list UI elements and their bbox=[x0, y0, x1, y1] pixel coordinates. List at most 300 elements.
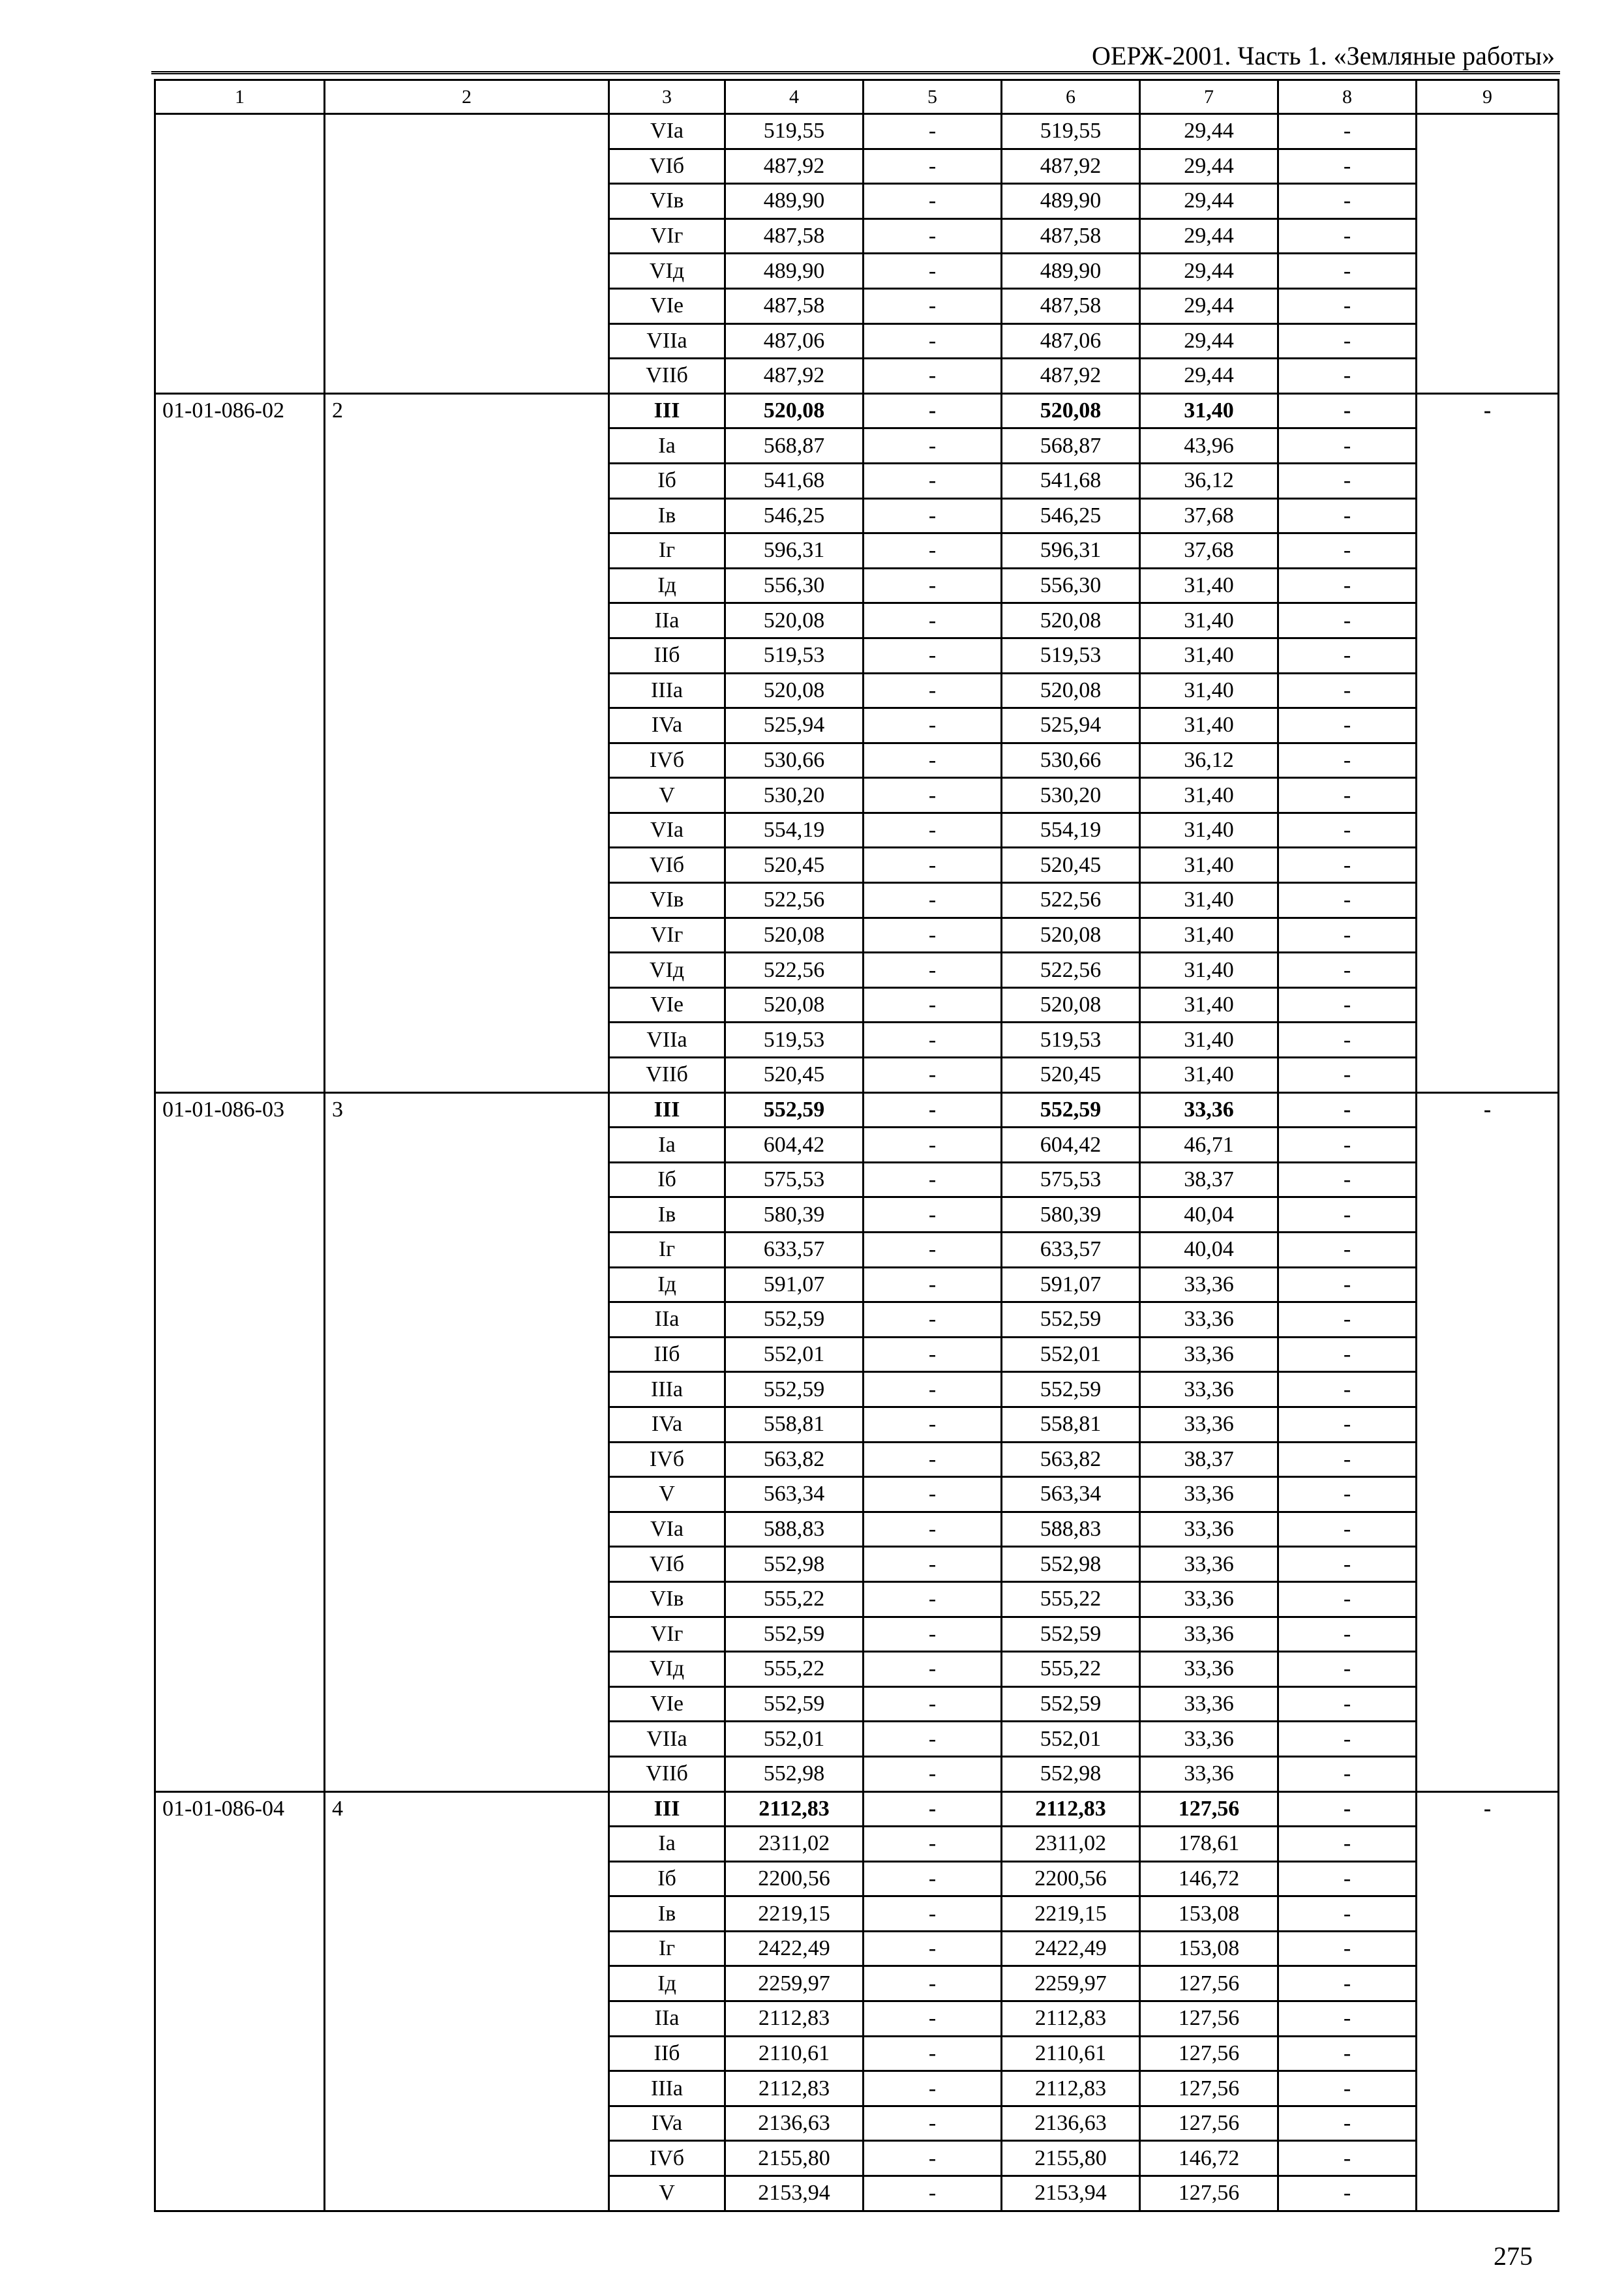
machine-cost-cell: 2112,83 bbox=[1002, 2001, 1140, 2037]
materials-cell: - bbox=[1278, 638, 1417, 673]
machine-cost-cell: 552,59 bbox=[1002, 1302, 1140, 1338]
wages-cell: - bbox=[864, 1652, 1002, 1687]
page-header bbox=[151, 39, 1560, 74]
total-cost-cell: 555,22 bbox=[725, 1581, 864, 1617]
total-cost-cell: 2136,63 bbox=[725, 2106, 864, 2141]
total-cost-cell: 596,31 bbox=[725, 533, 864, 569]
total-cost-cell: 552,59 bbox=[725, 1302, 864, 1338]
total-cost-cell: 552,01 bbox=[725, 1337, 864, 1372]
soil-group-cell: IIб bbox=[609, 2036, 725, 2071]
soil-group-cell: IIб bbox=[609, 1337, 725, 1372]
machine-cost-cell: 558,81 bbox=[1002, 1407, 1140, 1442]
total-cost-cell: 2219,15 bbox=[725, 1896, 864, 1932]
machine-cost-cell: 520,45 bbox=[1002, 1058, 1140, 1093]
machine-cost-cell: 2110,61 bbox=[1002, 2036, 1140, 2071]
soil-group-cell: IVб bbox=[609, 1442, 725, 1477]
total-cost-cell: 520,08 bbox=[725, 987, 864, 1023]
machine-cost-cell: 555,22 bbox=[1002, 1652, 1140, 1687]
operator-wages-cell: 31,40 bbox=[1140, 708, 1278, 743]
rate-name-cell bbox=[325, 114, 609, 394]
materials-cell: - bbox=[1278, 1058, 1417, 1093]
soil-group-cell: IIa bbox=[609, 1302, 725, 1338]
total-cost-cell: 487,92 bbox=[725, 359, 864, 394]
machine-cost-cell: 487,58 bbox=[1002, 218, 1140, 254]
materials-cell: - bbox=[1278, 568, 1417, 603]
soil-group-cell: VIд bbox=[609, 953, 725, 988]
soil-group-cell: IIa bbox=[609, 2001, 725, 2037]
total-cost-cell: 633,57 bbox=[725, 1233, 864, 1268]
machine-cost-cell: 2155,80 bbox=[1002, 2141, 1140, 2176]
operator-wages-cell: 36,12 bbox=[1140, 463, 1278, 498]
operator-wages-cell: 31,40 bbox=[1140, 918, 1278, 953]
wages-cell: - bbox=[864, 1896, 1002, 1932]
total-cost-cell: 489,90 bbox=[725, 184, 864, 219]
soil-group-cell: Iв bbox=[609, 1896, 725, 1932]
materials-cell: - bbox=[1278, 708, 1417, 743]
total-cost-cell: 520,45 bbox=[725, 1058, 864, 1093]
materials-cell: - bbox=[1278, 1827, 1417, 1862]
total-cost-cell: 519,53 bbox=[725, 638, 864, 673]
operator-wages-cell: 36,12 bbox=[1140, 743, 1278, 778]
total-cost-cell: 541,68 bbox=[725, 463, 864, 498]
total-cost-cell: 520,45 bbox=[725, 848, 864, 883]
total-cost-cell: 487,92 bbox=[725, 149, 864, 184]
materials-cell: - bbox=[1278, 1896, 1417, 1932]
column-9-cell: - bbox=[1417, 1092, 1559, 1791]
machine-cost-cell: 2311,02 bbox=[1002, 1827, 1140, 1862]
operator-wages-cell: 33,36 bbox=[1140, 1372, 1278, 1407]
materials-cell: - bbox=[1278, 1442, 1417, 1477]
wages-cell: - bbox=[864, 918, 1002, 953]
materials-cell: - bbox=[1278, 1791, 1417, 1827]
wages-cell: - bbox=[864, 1756, 1002, 1791]
operator-wages-cell: 146,72 bbox=[1140, 1861, 1278, 1896]
materials-cell: - bbox=[1278, 1233, 1417, 1268]
machine-cost-cell: 525,94 bbox=[1002, 708, 1140, 743]
total-cost-cell: 2311,02 bbox=[725, 1827, 864, 1862]
column-number-cell: 4 bbox=[725, 80, 864, 114]
materials-cell: - bbox=[1278, 2106, 1417, 2141]
materials-cell: - bbox=[1278, 1267, 1417, 1302]
machine-cost-cell: 520,08 bbox=[1002, 918, 1140, 953]
operator-wages-cell: 29,44 bbox=[1140, 218, 1278, 254]
soil-group-cell: Ia bbox=[609, 1827, 725, 1862]
wages-cell: - bbox=[864, 1058, 1002, 1093]
rate-name-cell: 3 bbox=[325, 1092, 609, 1791]
total-cost-cell: 546,25 bbox=[725, 498, 864, 533]
wages-cell: - bbox=[864, 603, 1002, 638]
machine-cost-cell: 552,59 bbox=[1002, 1617, 1140, 1652]
materials-cell: - bbox=[1278, 533, 1417, 569]
materials-cell: - bbox=[1278, 953, 1417, 988]
total-cost-cell: 575,53 bbox=[725, 1162, 864, 1197]
wages-cell: - bbox=[864, 987, 1002, 1023]
operator-wages-cell: 33,36 bbox=[1140, 1756, 1278, 1791]
soil-group-cell: VIд bbox=[609, 1652, 725, 1687]
materials-cell: - bbox=[1278, 743, 1417, 778]
materials-cell: - bbox=[1278, 254, 1417, 289]
total-cost-cell: 520,08 bbox=[725, 673, 864, 708]
materials-cell: - bbox=[1278, 2141, 1417, 2176]
operator-wages-cell: 29,44 bbox=[1140, 288, 1278, 323]
machine-cost-cell: 580,39 bbox=[1002, 1197, 1140, 1233]
wages-cell: - bbox=[864, 673, 1002, 708]
soil-group-cell: VIе bbox=[609, 288, 725, 323]
machine-cost-cell: 519,53 bbox=[1002, 1023, 1140, 1058]
operator-wages-cell: 29,44 bbox=[1140, 359, 1278, 394]
operator-wages-cell: 127,56 bbox=[1140, 1966, 1278, 2001]
materials-cell: - bbox=[1278, 1023, 1417, 1058]
column-number-cell: 8 bbox=[1278, 80, 1417, 114]
operator-wages-cell: 31,40 bbox=[1140, 1023, 1278, 1058]
soil-group-cell: VIIa bbox=[609, 323, 725, 359]
machine-cost-cell: 2219,15 bbox=[1002, 1896, 1140, 1932]
machine-cost-cell: 519,55 bbox=[1002, 114, 1140, 149]
machine-cost-cell: 487,06 bbox=[1002, 323, 1140, 359]
total-cost-cell: 530,66 bbox=[725, 743, 864, 778]
wages-cell: - bbox=[864, 568, 1002, 603]
wages-cell: - bbox=[864, 1302, 1002, 1338]
rate-code-cell: 01-01-086-04 bbox=[155, 1791, 325, 2211]
table-row bbox=[155, 1092, 1559, 1128]
wages-cell: - bbox=[864, 708, 1002, 743]
wages-cell: - bbox=[864, 254, 1002, 289]
soil-group-cell: IVб bbox=[609, 2141, 725, 2176]
operator-wages-cell: 33,36 bbox=[1140, 1477, 1278, 1512]
materials-cell: - bbox=[1278, 673, 1417, 708]
total-cost-cell: 588,83 bbox=[725, 1512, 864, 1547]
soil-group-cell: Ia bbox=[609, 1128, 725, 1163]
soil-group-cell: IIIa bbox=[609, 1372, 725, 1407]
wages-cell: - bbox=[864, 1791, 1002, 1827]
total-cost-cell: 2112,83 bbox=[725, 2071, 864, 2106]
materials-cell: - bbox=[1278, 1337, 1417, 1372]
materials-cell: - bbox=[1278, 1092, 1417, 1128]
materials-cell: - bbox=[1278, 848, 1417, 883]
soil-group-cell: VIIб bbox=[609, 1756, 725, 1791]
soil-group-cell: VIIa bbox=[609, 1722, 725, 1757]
soil-group-cell: IVa bbox=[609, 708, 725, 743]
total-cost-cell: 489,90 bbox=[725, 254, 864, 289]
total-cost-cell: 2153,94 bbox=[725, 2176, 864, 2211]
machine-cost-cell: 530,20 bbox=[1002, 778, 1140, 813]
column-9-cell bbox=[1417, 114, 1559, 394]
operator-wages-cell: 127,56 bbox=[1140, 2001, 1278, 2037]
wages-cell: - bbox=[864, 1686, 1002, 1722]
wages-cell: - bbox=[864, 184, 1002, 219]
table-row bbox=[155, 114, 1559, 149]
total-cost-cell: 2259,97 bbox=[725, 1966, 864, 2001]
materials-cell: - bbox=[1278, 114, 1417, 149]
materials-cell: - bbox=[1278, 498, 1417, 533]
soil-group-cell: VIе bbox=[609, 987, 725, 1023]
wages-cell: - bbox=[864, 1931, 1002, 1966]
machine-cost-cell: 2153,94 bbox=[1002, 2176, 1140, 2211]
materials-cell: - bbox=[1278, 1197, 1417, 1233]
materials-cell: - bbox=[1278, 813, 1417, 848]
machine-cost-cell: 552,59 bbox=[1002, 1092, 1140, 1128]
operator-wages-cell: 33,36 bbox=[1140, 1092, 1278, 1128]
operator-wages-cell: 29,44 bbox=[1140, 114, 1278, 149]
machine-cost-cell: 487,92 bbox=[1002, 359, 1140, 394]
machine-cost-cell: 552,98 bbox=[1002, 1547, 1140, 1582]
wages-cell: - bbox=[864, 1827, 1002, 1862]
operator-wages-cell: 31,40 bbox=[1140, 603, 1278, 638]
operator-wages-cell: 38,37 bbox=[1140, 1162, 1278, 1197]
total-cost-cell: 604,42 bbox=[725, 1128, 864, 1163]
operator-wages-cell: 31,40 bbox=[1140, 393, 1278, 428]
operator-wages-cell: 33,36 bbox=[1140, 1581, 1278, 1617]
machine-cost-cell: 520,08 bbox=[1002, 673, 1140, 708]
wages-cell: - bbox=[864, 1092, 1002, 1128]
soil-group-cell: IIa bbox=[609, 603, 725, 638]
wages-cell: - bbox=[864, 2071, 1002, 2106]
soil-group-cell: Iб bbox=[609, 463, 725, 498]
machine-cost-cell: 552,59 bbox=[1002, 1372, 1140, 1407]
wages-cell: - bbox=[864, 2141, 1002, 2176]
wages-cell: - bbox=[864, 1617, 1002, 1652]
materials-cell: - bbox=[1278, 393, 1417, 428]
materials-cell: - bbox=[1278, 2001, 1417, 2037]
materials-cell: - bbox=[1278, 218, 1417, 254]
materials-cell: - bbox=[1278, 603, 1417, 638]
soil-group-cell: VIе bbox=[609, 1686, 725, 1722]
column-number-cell: 6 bbox=[1002, 80, 1140, 114]
machine-cost-cell: 2136,63 bbox=[1002, 2106, 1140, 2141]
machine-cost-cell: 487,58 bbox=[1002, 288, 1140, 323]
table-row bbox=[155, 1791, 1559, 1827]
operator-wages-cell: 33,36 bbox=[1140, 1302, 1278, 1338]
materials-cell: - bbox=[1278, 1477, 1417, 1512]
operator-wages-cell: 33,36 bbox=[1140, 1267, 1278, 1302]
wages-cell: - bbox=[864, 323, 1002, 359]
total-cost-cell: 519,55 bbox=[725, 114, 864, 149]
materials-cell: - bbox=[1278, 1756, 1417, 1791]
operator-wages-cell: 33,36 bbox=[1140, 1617, 1278, 1652]
machine-cost-cell: 541,68 bbox=[1002, 463, 1140, 498]
machine-cost-cell: 489,90 bbox=[1002, 184, 1140, 219]
column-number-cell: 1 bbox=[155, 80, 325, 114]
operator-wages-cell: 33,36 bbox=[1140, 1547, 1278, 1582]
operator-wages-cell: 29,44 bbox=[1140, 149, 1278, 184]
soil-group-cell: V bbox=[609, 1477, 725, 1512]
materials-cell: - bbox=[1278, 1861, 1417, 1896]
materials-cell: - bbox=[1278, 1407, 1417, 1442]
column-number-cell: 2 bbox=[325, 80, 609, 114]
total-cost-cell: 552,59 bbox=[725, 1092, 864, 1128]
total-cost-cell: 552,59 bbox=[725, 1617, 864, 1652]
wages-cell: - bbox=[864, 2036, 1002, 2071]
total-cost-cell: 520,08 bbox=[725, 603, 864, 638]
soil-group-cell: Iб bbox=[609, 1861, 725, 1896]
machine-cost-cell: 520,08 bbox=[1002, 987, 1140, 1023]
operator-wages-cell: 31,40 bbox=[1140, 813, 1278, 848]
machine-cost-cell: 596,31 bbox=[1002, 533, 1140, 569]
operator-wages-cell: 33,36 bbox=[1140, 1407, 1278, 1442]
materials-cell: - bbox=[1278, 1931, 1417, 1966]
wages-cell: - bbox=[864, 463, 1002, 498]
soil-group-cell: Iд bbox=[609, 1966, 725, 2001]
wages-cell: - bbox=[864, 743, 1002, 778]
price-table bbox=[154, 79, 1559, 2212]
wages-cell: - bbox=[864, 1023, 1002, 1058]
machine-cost-cell: 2112,83 bbox=[1002, 1791, 1140, 1827]
wages-cell: - bbox=[864, 1162, 1002, 1197]
soil-group-cell: V bbox=[609, 2176, 725, 2211]
machine-cost-cell: 604,42 bbox=[1002, 1128, 1140, 1163]
column-9-cell: - bbox=[1417, 1791, 1559, 2211]
table-row bbox=[155, 393, 1559, 428]
wages-cell: - bbox=[864, 1197, 1002, 1233]
total-cost-cell: 563,34 bbox=[725, 1477, 864, 1512]
soil-group-cell: VIб bbox=[609, 1547, 725, 1582]
soil-group-cell: Iг bbox=[609, 1931, 725, 1966]
materials-cell: - bbox=[1278, 883, 1417, 918]
total-cost-cell: 520,08 bbox=[725, 918, 864, 953]
wages-cell: - bbox=[864, 1372, 1002, 1407]
wages-cell: - bbox=[864, 1547, 1002, 1582]
soil-group-cell: Iд bbox=[609, 1267, 725, 1302]
materials-cell: - bbox=[1278, 1966, 1417, 2001]
soil-group-cell: IIб bbox=[609, 638, 725, 673]
operator-wages-cell: 127,56 bbox=[1140, 2176, 1278, 2211]
soil-group-cell: VIг bbox=[609, 1617, 725, 1652]
operator-wages-cell: 153,08 bbox=[1140, 1931, 1278, 1966]
wages-cell: - bbox=[864, 953, 1002, 988]
wages-cell: - bbox=[864, 1128, 1002, 1163]
operator-wages-cell: 127,56 bbox=[1140, 1791, 1278, 1827]
materials-cell: - bbox=[1278, 1372, 1417, 1407]
operator-wages-cell: 31,40 bbox=[1140, 953, 1278, 988]
wages-cell: - bbox=[864, 218, 1002, 254]
wages-cell: - bbox=[864, 1233, 1002, 1268]
machine-cost-cell: 556,30 bbox=[1002, 568, 1140, 603]
wages-cell: - bbox=[864, 498, 1002, 533]
machine-cost-cell: 554,19 bbox=[1002, 813, 1140, 848]
wages-cell: - bbox=[864, 1861, 1002, 1896]
wages-cell: - bbox=[864, 1267, 1002, 1302]
machine-cost-cell: 520,08 bbox=[1002, 603, 1140, 638]
materials-cell: - bbox=[1278, 918, 1417, 953]
soil-group-cell: VIa bbox=[609, 813, 725, 848]
materials-cell: - bbox=[1278, 778, 1417, 813]
wages-cell: - bbox=[864, 1722, 1002, 1757]
materials-cell: - bbox=[1278, 288, 1417, 323]
soil-group-cell: VIд bbox=[609, 254, 725, 289]
wages-cell: - bbox=[864, 288, 1002, 323]
wages-cell: - bbox=[864, 2176, 1002, 2211]
soil-group-cell: IVa bbox=[609, 1407, 725, 1442]
column-number-row bbox=[155, 80, 1559, 114]
column-9-cell: - bbox=[1417, 393, 1559, 1092]
operator-wages-cell: 31,40 bbox=[1140, 848, 1278, 883]
total-cost-cell: 556,30 bbox=[725, 568, 864, 603]
materials-cell: - bbox=[1278, 1617, 1417, 1652]
machine-cost-cell: 552,98 bbox=[1002, 1756, 1140, 1791]
wages-cell: - bbox=[864, 1442, 1002, 1477]
materials-cell: - bbox=[1278, 1128, 1417, 1163]
machine-cost-cell: 568,87 bbox=[1002, 428, 1140, 464]
table-body bbox=[155, 80, 1559, 2211]
total-cost-cell: 2110,61 bbox=[725, 2036, 864, 2071]
machine-cost-cell: 546,25 bbox=[1002, 498, 1140, 533]
materials-cell: - bbox=[1278, 2176, 1417, 2211]
wages-cell: - bbox=[864, 778, 1002, 813]
machine-cost-cell: 519,53 bbox=[1002, 638, 1140, 673]
wages-cell: - bbox=[864, 883, 1002, 918]
operator-wages-cell: 29,44 bbox=[1140, 254, 1278, 289]
machine-cost-cell: 520,45 bbox=[1002, 848, 1140, 883]
wages-cell: - bbox=[864, 1966, 1002, 2001]
materials-cell: - bbox=[1278, 1686, 1417, 1722]
operator-wages-cell: 40,04 bbox=[1140, 1233, 1278, 1268]
operator-wages-cell: 33,36 bbox=[1140, 1652, 1278, 1687]
soil-group-cell: VIв bbox=[609, 184, 725, 219]
materials-cell: - bbox=[1278, 1162, 1417, 1197]
header-title: ОЕРЖ-2001. Часть 1. «Земляные работы» bbox=[1092, 41, 1555, 70]
wages-cell: - bbox=[864, 533, 1002, 569]
operator-wages-cell: 46,71 bbox=[1140, 1128, 1278, 1163]
machine-cost-cell: 2259,97 bbox=[1002, 1966, 1140, 2001]
total-cost-cell: 525,94 bbox=[725, 708, 864, 743]
total-cost-cell: 2112,83 bbox=[725, 1791, 864, 1827]
operator-wages-cell: 127,56 bbox=[1140, 2071, 1278, 2106]
operator-wages-cell: 40,04 bbox=[1140, 1197, 1278, 1233]
soil-group-cell: V bbox=[609, 778, 725, 813]
rate-name-cell: 4 bbox=[325, 1791, 609, 2211]
soil-group-cell: Iб bbox=[609, 1162, 725, 1197]
materials-cell: - bbox=[1278, 1652, 1417, 1687]
wages-cell: - bbox=[864, 1337, 1002, 1372]
operator-wages-cell: 31,40 bbox=[1140, 638, 1278, 673]
wages-cell: - bbox=[864, 149, 1002, 184]
total-cost-cell: 2422,49 bbox=[725, 1931, 864, 1966]
wages-cell: - bbox=[864, 1581, 1002, 1617]
soil-group-cell: Iв bbox=[609, 1197, 725, 1233]
soil-group-cell: IVa bbox=[609, 2106, 725, 2141]
soil-group-cell: Iд bbox=[609, 568, 725, 603]
total-cost-cell: 558,81 bbox=[725, 1407, 864, 1442]
total-cost-cell: 552,98 bbox=[725, 1756, 864, 1791]
materials-cell: - bbox=[1278, 359, 1417, 394]
operator-wages-cell: 33,36 bbox=[1140, 1686, 1278, 1722]
materials-cell: - bbox=[1278, 149, 1417, 184]
materials-cell: - bbox=[1278, 1512, 1417, 1547]
total-cost-cell: 552,98 bbox=[725, 1547, 864, 1582]
operator-wages-cell: 37,68 bbox=[1140, 498, 1278, 533]
soil-group-cell: VIв bbox=[609, 1581, 725, 1617]
total-cost-cell: 2200,56 bbox=[725, 1861, 864, 1896]
wages-cell: - bbox=[864, 393, 1002, 428]
operator-wages-cell: 31,40 bbox=[1140, 883, 1278, 918]
operator-wages-cell: 127,56 bbox=[1140, 2106, 1278, 2141]
wages-cell: - bbox=[864, 1407, 1002, 1442]
operator-wages-cell: 29,44 bbox=[1140, 184, 1278, 219]
machine-cost-cell: 2422,49 bbox=[1002, 1931, 1140, 1966]
total-cost-cell: 552,59 bbox=[725, 1686, 864, 1722]
wages-cell: - bbox=[864, 1512, 1002, 1547]
wages-cell: - bbox=[864, 428, 1002, 464]
operator-wages-cell: 178,61 bbox=[1140, 1827, 1278, 1862]
materials-cell: - bbox=[1278, 323, 1417, 359]
machine-cost-cell: 489,90 bbox=[1002, 254, 1140, 289]
total-cost-cell: 487,58 bbox=[725, 288, 864, 323]
soil-group-cell: IIIa bbox=[609, 673, 725, 708]
wages-cell: - bbox=[864, 2106, 1002, 2141]
materials-cell: - bbox=[1278, 1722, 1417, 1757]
soil-group-cell: VIв bbox=[609, 883, 725, 918]
machine-cost-cell: 552,01 bbox=[1002, 1337, 1140, 1372]
